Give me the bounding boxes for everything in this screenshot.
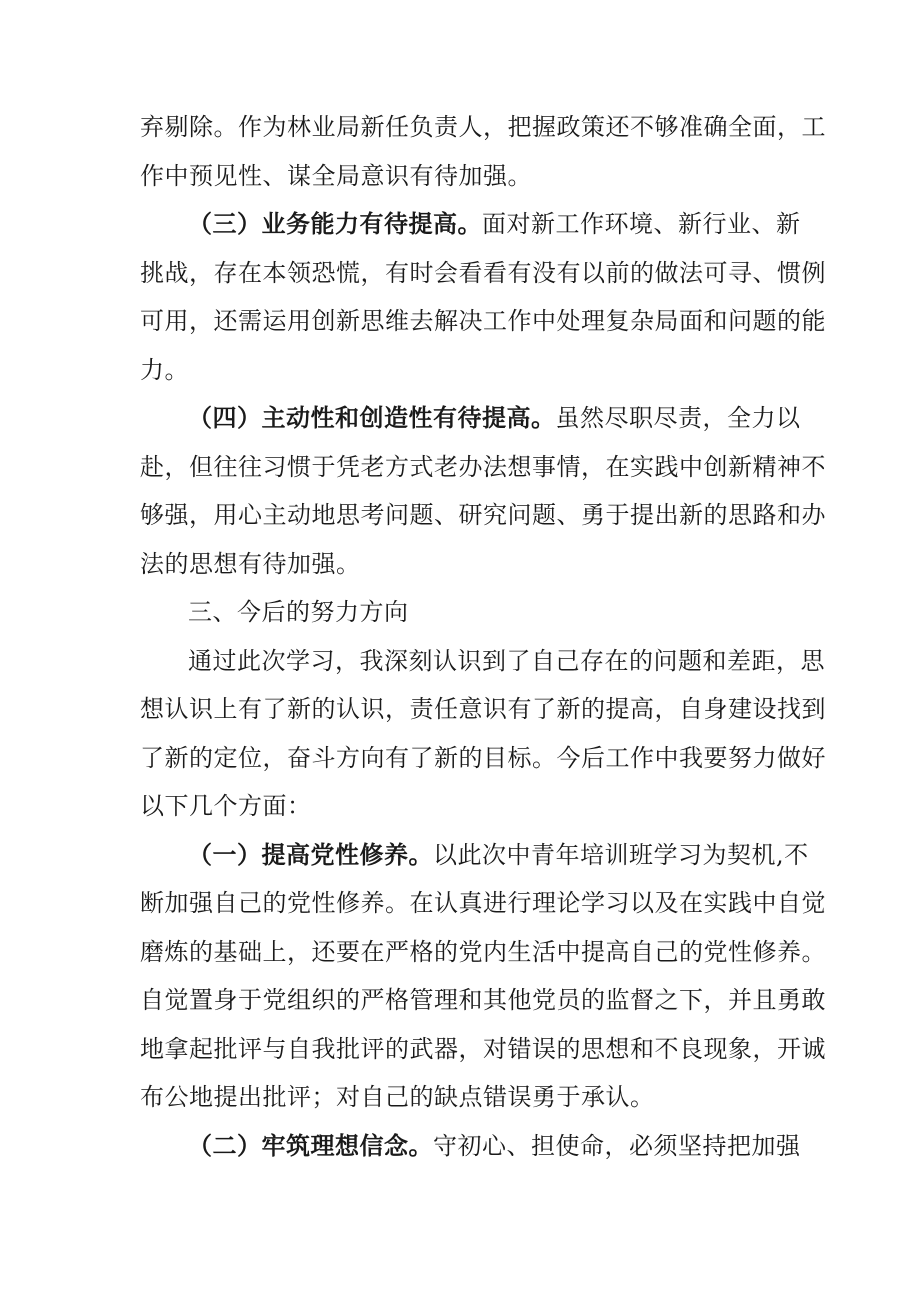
paragraph-heading: （三）业务能力有待提高。 bbox=[188, 210, 482, 238]
document-body bbox=[140, 103, 826, 1170]
text-line: 作中预见性、谋全局意识有待加强。 bbox=[140, 161, 532, 190]
paragraph-first-line: 通过此次学习，我深刻认识到了自己存在的问题和差距，思 bbox=[188, 646, 825, 675]
text-line: 地拿起批评与自我批评的武器，对错误的思想和不良现象，开诚 bbox=[140, 1034, 826, 1063]
paragraph-first-text: 面对新工作环境、新行业、新 bbox=[482, 210, 801, 238]
text-line: 够强，用心主动地思考问题、研究问题、勇于提出新的思路和办 bbox=[140, 501, 826, 529]
paragraph-intro bbox=[140, 637, 826, 831]
text-line: 力。 bbox=[140, 355, 189, 384]
text-line: 法的思想有待加强。 bbox=[140, 549, 361, 578]
text-line: 自觉置身于党组织的严格管理和其他党员的监督之下，并且勇敢 bbox=[140, 986, 826, 1014]
paragraph-first-line bbox=[140, 394, 801, 443]
text-line: 以下几个方面： bbox=[140, 792, 312, 820]
text-line: 挑战，存在本领恐慌，有时会看看有没有以前的做法可寻、惯例 bbox=[140, 258, 826, 287]
section-heading bbox=[140, 588, 780, 637]
paragraph-first-line bbox=[140, 1122, 801, 1171]
paragraph-first-line bbox=[140, 831, 809, 880]
text-line: 弃剔除。作为林业局新任负责人，把握政策还不够准确全面，工 bbox=[140, 113, 826, 141]
text-line: 想认识上有了新的认识，责任意识有了新的提高，自身建设找到 bbox=[140, 695, 826, 723]
section-title: 三、今后的努力方向 bbox=[188, 598, 409, 626]
text-line: 布公地提出批评；对自己的缺点错误勇于承认。 bbox=[140, 1083, 655, 1111]
text-line: 磨炼的基础上，还要在严格的党内生活中提高自己的党性修养。 bbox=[140, 937, 826, 966]
paragraph-business-ability bbox=[140, 200, 826, 394]
text-line: 了新的定位，奋斗方向有了新的目标。今后工作中我要努力做好 bbox=[140, 743, 826, 772]
paragraph-initiative bbox=[140, 394, 826, 588]
paragraph-first-text: 虽然尽职尽责，全力以 bbox=[555, 404, 801, 432]
text-line: 可用，还需运用创新思维去解决工作中处理复杂局面和问题的能 bbox=[140, 307, 826, 335]
paragraph-heading: （二）牢筑理想信念。 bbox=[188, 1131, 433, 1160]
text-line: 赴，但往往习惯于凭老方式老办法想事情，在实践中创新精神不 bbox=[140, 452, 826, 481]
text-line: 断加强自己的党性修养。在认真进行理论学习以及在实践中自觉 bbox=[140, 889, 826, 917]
paragraph-first-line bbox=[140, 200, 801, 249]
paragraph-ideals bbox=[140, 1122, 801, 1171]
paragraph-heading: （一）提高党性修养。 bbox=[188, 840, 433, 869]
paragraph-first-text: 守初心、担使命，必须坚持把加强 bbox=[433, 1131, 801, 1160]
paragraph-party-spirit bbox=[140, 831, 826, 1122]
paragraph-continuation bbox=[140, 103, 826, 200]
paragraph-heading: （四）主动性和创造性有待提高。 bbox=[188, 404, 556, 432]
paragraph-first-text: 以此次中青年培训班学习为契机,不 bbox=[433, 840, 809, 869]
